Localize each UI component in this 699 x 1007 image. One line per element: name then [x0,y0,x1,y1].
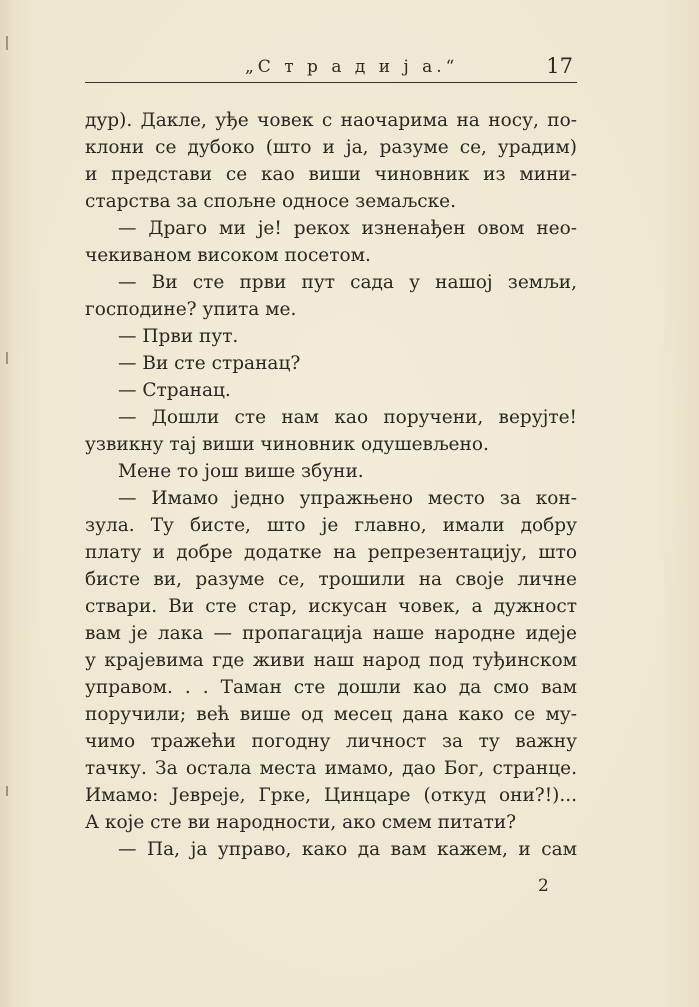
text-line: зула. Ту бисте, што је главно, имали добру [85,515,577,536]
binding-edge-mark [6,36,8,50]
text-line: клони се дубоко (што и ја, разуме се, урадим) [85,137,577,158]
text-line: вам је лака — пропагација наше народне идеје [85,623,577,644]
page-number: 17 [546,54,573,78]
text-line: и представи се као виши чиновник из мини- [85,164,577,185]
text-line: ствари. Ви сте стар, искусан човек, а дужност [85,596,577,617]
text-line: тачку. За остала места имамо, дао Бог, странце. [85,758,577,779]
text-line: поручили; већ више од месец дана како се му- [85,704,577,725]
text-line: — Ви сте странац? [118,353,301,374]
text-line: — Странац. [118,380,231,401]
text-line: узвикну тај виши чиновник одушевљено. [85,434,489,455]
signature-mark: 2 [538,876,549,896]
text-line: бисте ви, разуме се, трошили на своје личне [85,569,577,590]
text-line: плату и добре додатке на репрезентацију, што [85,542,577,563]
text-line: Мене то још више збуни. [118,461,364,482]
binding-edge-mark [6,786,8,796]
binding-edge-mark [6,352,8,364]
text-line: господине? упита ме. [85,299,297,320]
text-line: дур). Дакле, уђе човек с наочарима на носу, по- [85,110,577,131]
text-line: — Па, ја управо, како да вам кажем, и сам [118,839,577,860]
running-title: „С т р а д и ј а.“ [245,57,459,77]
text-line: — Дошли сте нам као поручени, верујте! [118,407,577,428]
text-line: старства за спољне односе земаљске. [85,191,456,212]
text-line: управом. . . Таман сте дошли као да смо вам [85,677,577,698]
running-head [85,52,577,83]
text-line: у крајевима где живи наш народ под туђинском [85,650,577,671]
text-line: — Имамо једно упражњено место за кон- [118,488,577,509]
text-line: чекиваном високом посетом. [85,245,371,266]
text-line: — Ви сте први пут сада у нашој земљи, [118,272,577,293]
text-line: чимо тражећи погодну личност за ту важну [85,731,577,752]
text-line: А које сте ви народности, ако смем питати? [85,812,517,833]
text-line: Имамо: Јевреје, Грке, Цинцаре (откуд они?!)... [85,785,577,806]
text-line: — Први пут. [118,326,239,347]
text-line: — Драго ми је! рекох изненађен овом нео- [118,218,577,239]
